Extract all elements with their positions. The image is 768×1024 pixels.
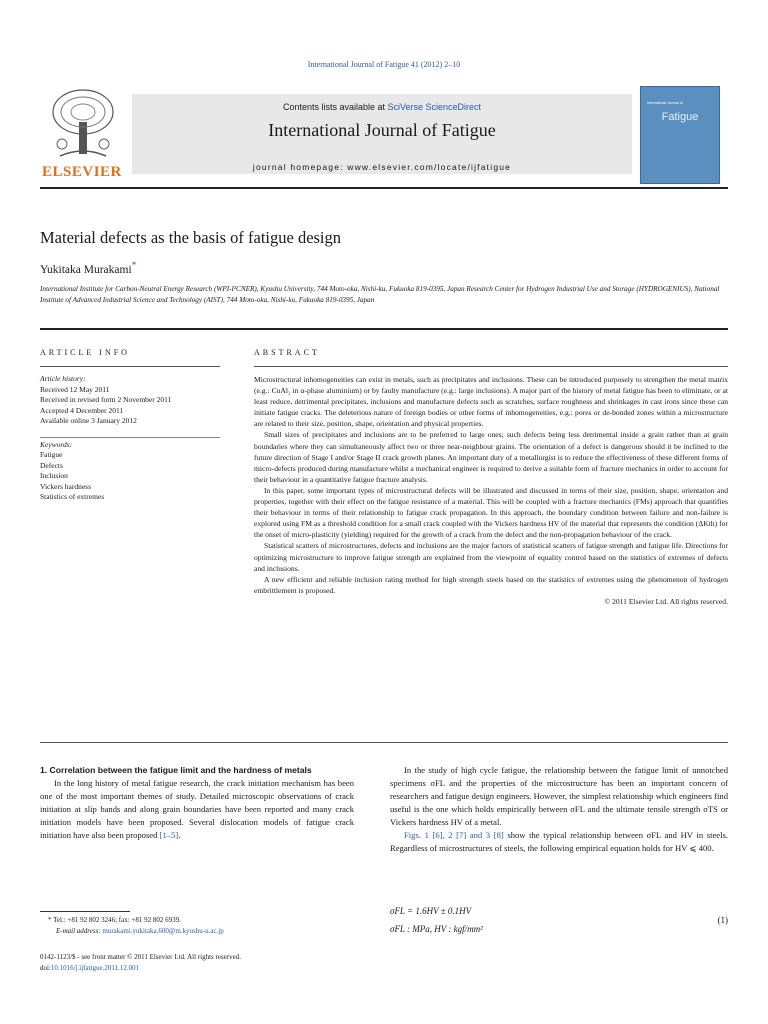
keyword: Statistics of extremes — [40, 492, 105, 501]
doi-label: doi: — [40, 964, 51, 972]
footnote — [40, 915, 354, 937]
article-info — [40, 374, 220, 503]
bottom-info — [40, 952, 241, 974]
body-text: . — [178, 830, 181, 840]
author-name: Yukitaka Murakami — [40, 263, 132, 276]
author-footnote-mark[interactable]: * — [131, 260, 137, 271]
equation-line-1: σFL = 1.6HV ± 0.1HV — [390, 906, 472, 916]
history-item: Received 12 May 2011 — [40, 384, 110, 394]
body-text: In the long history of metal fatigue research, the crack initiation mechanism has been one of the most important themes of study. Detailed microscopic observations of crack initiation at slip bands and along grain boundaries have been reported and many crack initiation models have been proposed. Several dislocation models of fatigue crack initiation have also been proposed — [40, 778, 354, 840]
keyword: Inclusion — [40, 471, 68, 480]
author — [40, 260, 136, 276]
header-rule — [40, 328, 728, 330]
abstract-paragraph: In this paper, some important types of microstructural defects will be illustrated and discussed in terms of their size, position, shape, orientation and properties, together with their effect on the fatigue resistance of a material. This will be coupled with a fracture mechanics (FMs) approach that quantifies their behaviour in terms of their relationship to fatigue crack propagation. In this approach, the boundary condition between failure and non-failure is explored using FM as a threshold condition for a small crack coupled with the Vickers hardness HV of the material that represents the condition (ΔKth) for the onset of micro-plasticity (yielding) required for the growth of a crack from the defect and the non-propagation behaviour of the crack. — [254, 485, 728, 540]
footnote-rule — [40, 911, 130, 912]
issn-line: 0142-1123/$ - see front matter © 2011 Elsevier Ltd. All rights reserved. — [40, 953, 241, 961]
affiliation: International Institute for Carbon-Neutral Energy Research (WPI-I²CNER), Kyushu University, 744 Moto-oka, Nishi-ku, Fukuoka 819-0395, Japan Research Center for Hydrogen Industrial Use and Storage (HYDROGENIUS), National Institute of Advanced Industrial Science and Technology (AIST), 744 Moto-oka, Nishi-ku, Fukuoka 819-0395, Japan — [40, 285, 720, 304]
body-right-column — [390, 764, 728, 855]
email-link[interactable]: murakami.yukitaka.600@m.kyushu-u.ac.jp — [102, 927, 224, 935]
cover-top-text: International Journal of — [647, 101, 683, 105]
citation-link[interactable]: [1–5] — [159, 830, 179, 840]
abstract-paragraph: Statistical scatters of microstructures, defects and inclusions are the major factors of statistical scatters of fatigue strength and fatigue life. Directions for optimizing microstructure to improve fatigue strength are explained from the viewpoint of equality control based on the statistics of extremes of defects and inclusions. — [254, 541, 728, 573]
figure-references[interactable]: Figs. 1 [6], 2 [7] and 3 [8] — [404, 830, 504, 840]
publisher-name: ELSEVIER — [42, 164, 122, 180]
keywords-rule — [40, 437, 220, 438]
body-left-column — [40, 764, 354, 842]
paper-title: Material defects as the basis of fatigue design — [40, 228, 342, 247]
article-info-heading: ARTICLE INFO — [40, 348, 130, 357]
body-paragraph — [390, 829, 728, 855]
abstract-end-rule — [40, 742, 728, 743]
doi-line — [40, 963, 241, 974]
masthead — [40, 86, 728, 182]
abstract-copyright: © 2011 Elsevier Ltd. All rights reserved. — [604, 596, 728, 606]
footnote-email-line — [40, 926, 354, 937]
abstract — [254, 374, 728, 607]
abstract-paragraph: Small sizes of precipitates and inclusions are to be preferred to large ones; such defects being less detrimental inside a grain rather than at grain boundaries where they can simultaneously affect two or three near-neighbour grains. The orientation of a defect is dangerous should it be inclined to the future direction of Stage I and/or Stage II crack growth planes. An important duty of a metallurgist is to reduce the effectiveness of these different forms of micro-defects produced during manufacture whilst a mechanical engineer is required to derive a suitable form of fracture mechanics in order to account for their behaviour in a quantitative fatigue fracture analysis. — [254, 430, 728, 484]
doi-link[interactable]: 10.1016/j.ijfatigue.2011.12.001 — [50, 964, 140, 972]
journal-homepage[interactable]: journal homepage: www.elsevier.com/locate/ijfatigue — [252, 162, 512, 172]
history-label: Article history: — [40, 374, 86, 383]
contents-line — [132, 102, 632, 112]
contents-prefix: Contents lists available at — [282, 102, 388, 112]
history-item: Accepted 4 December 2011 — [40, 405, 124, 415]
footnote-contact: * Tel.: +81 92 802 3246; fax: +81 92 802 6939. — [48, 916, 181, 924]
cover-title: Fatigue — [661, 111, 699, 123]
body-paragraph — [40, 777, 354, 842]
email-label: E-mail address: — [56, 927, 103, 935]
abstract-paragraph: Microstructural inhomogeneities can exist in metals, such as precipitates and inclusions. These can be introduced purposely to strengthen the metal matrix (e.g.: CuAl₂ in α-phase aluminium) or by faulty manufacture (e.g.: large inclusions). A major part of the history of metal fatigue has been to eliminate, or at least reduce, detrimental precipitates, inclusions and manufacture defects such as scratches, surface roughness and shrinkages in cast irons since these can initiate fatigue cracks. The deleterious nature of foreign bodies or other forms of inhomogeneities, e.g.: pores or de-bonded zones within a microstructure are related to their size, position, shape, orientation and physical properties. — [254, 375, 728, 429]
journal-citation[interactable]: International Journal of Fatigue 41 (2012) 2–10 — [307, 60, 461, 69]
keyword: Defects — [40, 460, 63, 470]
journal-title: International Journal of Fatigue — [268, 120, 496, 140]
elsevier-tree-icon — [40, 86, 126, 164]
article-info-rule — [40, 366, 220, 367]
history-item: Available online 3 January 2012 — [40, 416, 137, 425]
section-heading: 1. Correlation between the fatigue limit and the hardness of metals — [40, 765, 312, 775]
keywords-label: Keywords: — [40, 439, 73, 449]
sciencedirect-link[interactable]: SciVerse ScienceDirect — [387, 102, 482, 112]
journal-cover — [640, 86, 720, 184]
abstract-heading: ABSTRACT — [254, 348, 320, 357]
equation-number: (1) — [717, 915, 728, 925]
masthead-rule — [40, 187, 728, 189]
body-text: show the typical relationship between σFL and HV in steels. Regardless of microstructures of steels, the following empirical equation holds for HV ⩽ 400. — [390, 830, 728, 853]
equation-line-2: σFL : MPa, HV : kgf/mm² — [390, 924, 483, 934]
abstract-paragraph: A new efficient and reliable inclusion rating method for high strength steels based on the statistics of extremes using the phenomenon of hydrogen embrittlement is proposed. — [254, 574, 728, 595]
masthead-band — [132, 94, 632, 174]
keyword: Vickers hardness — [40, 481, 91, 491]
elsevier-logo — [40, 86, 126, 182]
history-item: Received in revised form 2 November 2011 — [40, 395, 172, 404]
abstract-rule — [254, 366, 728, 367]
keyword: Fatigue — [40, 450, 63, 459]
body-paragraph: In the study of high cycle fatigue, the relationship between the fatigue limit of unnotched specimens σFL and the properties of the microstructure has been an important concern of researchers and fatigue design engineers. However, the simplest relationship which engineers find useful is the one which holds empirically between σFL and the ultimate tensile strength σTS or Vickers hardness HV of a metal. — [390, 765, 728, 827]
